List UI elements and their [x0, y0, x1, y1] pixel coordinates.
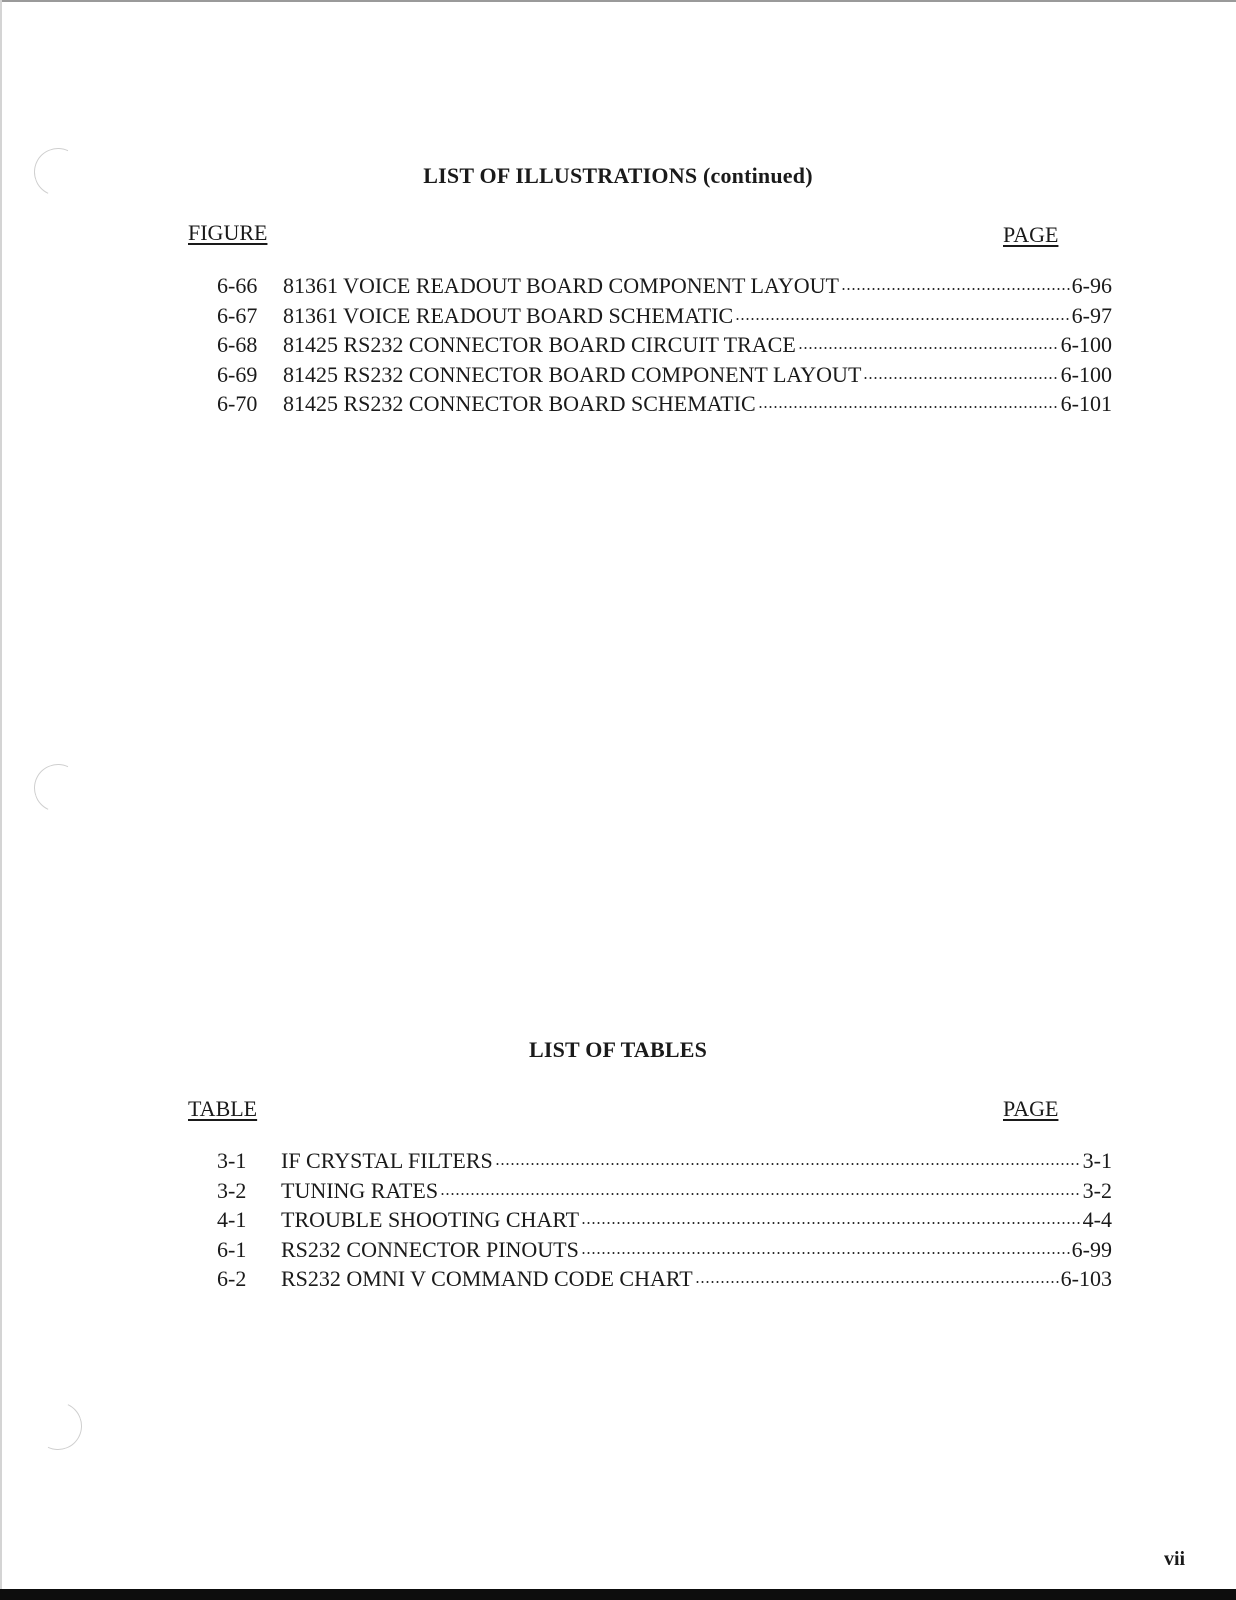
- figure-title: 81425 RS232 CONNECTOR BOARD CIRCUIT TRACE: [283, 332, 796, 357]
- table-column-header: TABLE: [188, 1096, 258, 1121]
- dot-leader: [695, 1264, 1059, 1286]
- illustrations-list: [217, 271, 1112, 419]
- tables-title: LIST OF TABLES: [528, 1037, 708, 1062]
- figure-page: 6-97: [1071, 302, 1112, 328]
- table-number: 3-1: [217, 1148, 247, 1173]
- table-number: 3-2: [217, 1177, 247, 1203]
- list-item[interactable]: [217, 330, 1112, 360]
- dot-leader: [735, 301, 1069, 323]
- figure-number: 6-67: [217, 302, 258, 328]
- illustrations-title: LIST OF ILLUSTRATIONS (continued): [423, 163, 813, 188]
- tables-list: [217, 1146, 1112, 1294]
- page-number: vii: [1164, 1548, 1186, 1570]
- tables-page-column-header: PAGE: [1003, 1096, 1059, 1121]
- figure-number: 6-70: [217, 391, 258, 416]
- figure-title: 81361 VOICE READOUT BOARD SCHEMATIC: [283, 302, 734, 328]
- dot-leader: [581, 1235, 1070, 1257]
- table-title: TROUBLE SHOOTING CHART: [281, 1207, 580, 1232]
- table-number: 6-1: [217, 1236, 247, 1262]
- table-title: RS232 OMNI V COMMAND CODE CHART: [281, 1266, 693, 1291]
- scan-edge-bottom: [0, 1589, 1236, 1600]
- table-title: TUNING RATES: [281, 1177, 439, 1203]
- table-page: 6-99: [1071, 1236, 1112, 1262]
- figure-number: 6-68: [217, 332, 258, 357]
- list-item[interactable]: [217, 389, 1112, 419]
- scan-edge-top: [0, 0, 1236, 2]
- figure-number: 6-69: [217, 361, 258, 387]
- list-item[interactable]: [217, 1264, 1112, 1294]
- table-page: 4-4: [1082, 1207, 1112, 1232]
- figure-title: 81425 RS232 CONNECTOR BOARD SCHEMATIC: [283, 391, 756, 416]
- figure-title: 81361 VOICE READOUT BOARD COMPONENT LAYOUT: [283, 273, 839, 298]
- figure-page: 6-100: [1060, 361, 1112, 387]
- binder-hole-mark-middle: [27, 757, 89, 819]
- illustrations-page-column-header: PAGE: [1003, 222, 1059, 247]
- list-item[interactable]: [217, 360, 1112, 390]
- table-title: RS232 CONNECTOR PINOUTS: [281, 1236, 579, 1262]
- dot-leader: [863, 360, 1058, 382]
- scan-edge-left: [0, 0, 2, 1589]
- table-number: 6-2: [217, 1266, 247, 1291]
- figure-page: 6-96: [1071, 273, 1112, 298]
- list-item[interactable]: [217, 271, 1112, 301]
- list-item[interactable]: [217, 1235, 1112, 1265]
- figure-page: 6-101: [1060, 391, 1112, 416]
- dot-leader: [495, 1146, 1081, 1168]
- dot-leader: [758, 389, 1059, 411]
- figure-title: 81425 RS232 CONNECTOR BOARD COMPONENT LAYOUT: [283, 361, 862, 387]
- dot-leader: [841, 271, 1070, 293]
- figure-number: 6-66: [217, 273, 258, 298]
- figure-column-header: FIGURE: [188, 220, 268, 245]
- list-item[interactable]: [217, 301, 1112, 331]
- table-page: 6-103: [1060, 1266, 1112, 1291]
- dot-leader: [798, 330, 1059, 352]
- table-title: IF CRYSTAL FILTERS: [281, 1148, 493, 1173]
- figure-page: 6-100: [1060, 332, 1112, 357]
- table-page: 3-1: [1082, 1148, 1112, 1173]
- table-number: 4-1: [217, 1207, 247, 1232]
- list-item[interactable]: [217, 1205, 1112, 1235]
- list-item[interactable]: [217, 1146, 1112, 1176]
- dot-leader: [440, 1176, 1081, 1198]
- list-item[interactable]: [217, 1176, 1112, 1206]
- dot-leader: [581, 1205, 1081, 1227]
- table-page: 3-2: [1082, 1177, 1112, 1203]
- binder-hole-mark-bottom: [27, 1395, 89, 1457]
